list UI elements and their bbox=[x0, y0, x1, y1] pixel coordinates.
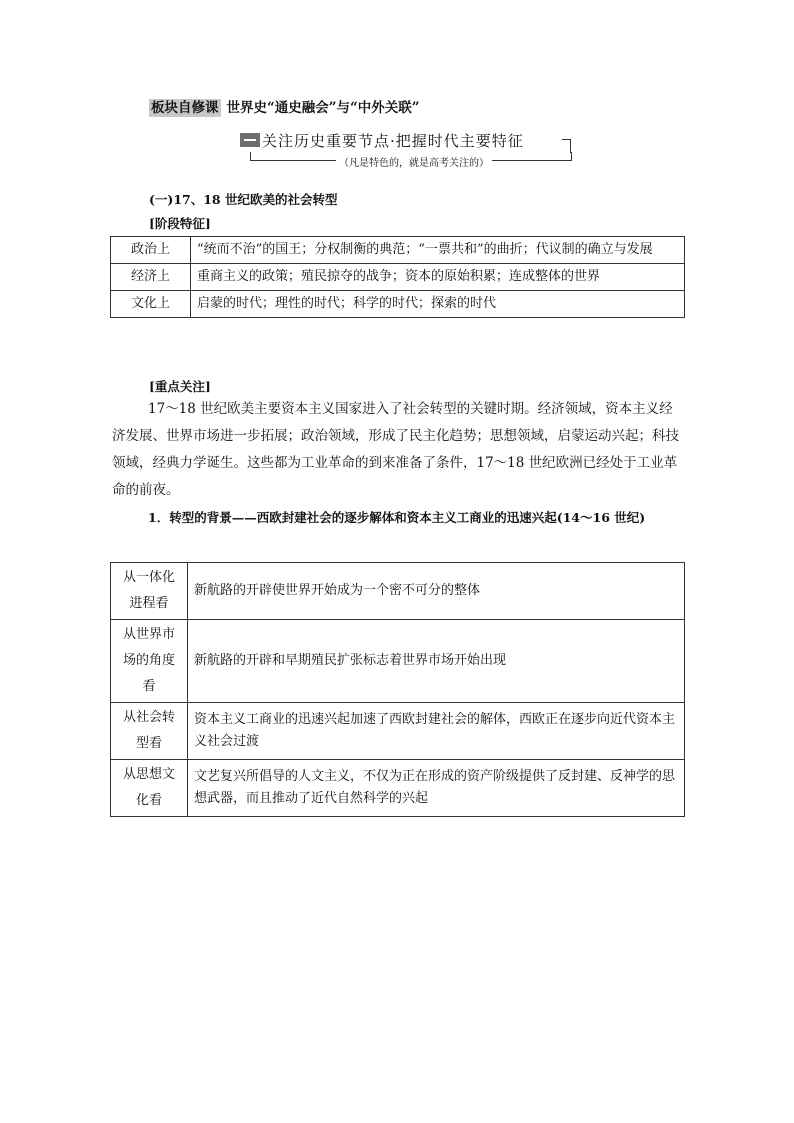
section-banner bbox=[240, 130, 580, 170]
table-row bbox=[111, 620, 685, 703]
table-row bbox=[111, 237, 685, 264]
focus-paragraph bbox=[112, 396, 682, 504]
section-heading: (一)17、18 世纪欧美的社会转型 bbox=[149, 192, 338, 207]
row-label: 从一体化进程看 bbox=[111, 563, 188, 620]
row-label: 政治上 bbox=[111, 237, 191, 264]
focus-label: [重点关注] bbox=[149, 379, 211, 394]
banner-title: 关注历史重要节点·把握时代主要特征 bbox=[262, 132, 524, 150]
row-label: 从世界市场的角度看 bbox=[111, 620, 188, 703]
stage-features-table bbox=[110, 236, 685, 318]
table-row bbox=[111, 291, 685, 318]
table-row bbox=[111, 264, 685, 291]
stage-features-label: [阶段特征] bbox=[149, 216, 211, 231]
row-text: “统而不治”的国王；分权制衡的典范；“一票共和”的曲折；代议制的确立与发展 bbox=[191, 237, 685, 264]
banner-subtitle: （凡是特色的，就是高考关注的） bbox=[336, 154, 492, 169]
row-text: 重商主义的政策；殖民掠夺的战争；资本的原始积累；连成整体的世界 bbox=[191, 264, 685, 291]
row-label: 文化上 bbox=[111, 291, 191, 318]
row-text: 新航路的开辟使世界开始成为一个密不可分的整体 bbox=[188, 563, 685, 620]
table-row bbox=[111, 703, 685, 760]
banner-number-icon bbox=[240, 133, 260, 147]
row-text: 资本主义工商业的迅速兴起加速了西欧封建社会的解体，西欧正在逐步向近代资本主义社会过渡 bbox=[188, 703, 685, 760]
title-text: 世界史“通史融会”与“中外关联” bbox=[226, 100, 420, 116]
row-label: 从思想文化看 bbox=[111, 760, 188, 817]
background-table bbox=[110, 562, 685, 817]
page-title bbox=[149, 96, 420, 116]
row-label: 经济上 bbox=[111, 264, 191, 291]
focus-text: 17～18 世纪欧美主要资本主义国家进入了社会转型的关键时期。经济领域，资本主义经济发展、世界市场进一步拓展；政治领域，形成了民主化趋势；思想领域，启蒙运动兴起；科技领域，经典力学诞生。这些都为工业革命的到来准备了条件，17～18 世纪欧洲已经处于工业革命的前夜。 bbox=[112, 401, 679, 498]
row-text: 新航路的开辟和早期殖民扩张标志着世界市场开始出现 bbox=[188, 620, 685, 703]
row-text: 启蒙的时代；理性的时代；科学的时代；探索的时代 bbox=[191, 291, 685, 318]
lesson-badge: 板块自修课 bbox=[151, 100, 219, 116]
point-heading bbox=[112, 504, 682, 531]
row-label: 从社会转型看 bbox=[111, 703, 188, 760]
table-row bbox=[111, 563, 685, 620]
banner-rule-top bbox=[562, 139, 571, 153]
point-text: 1．转型的背景——西欧封建社会的逐步解体和资本主义工商业的迅速兴起(14～16 世纪) bbox=[148, 510, 646, 525]
table-row bbox=[111, 760, 685, 817]
row-text: 文艺复兴所倡导的人文主义，不仅为正在形成的资产阶级提供了反封建、反神学的思想武器，而且推动了近代自然科学的兴起 bbox=[188, 760, 685, 817]
